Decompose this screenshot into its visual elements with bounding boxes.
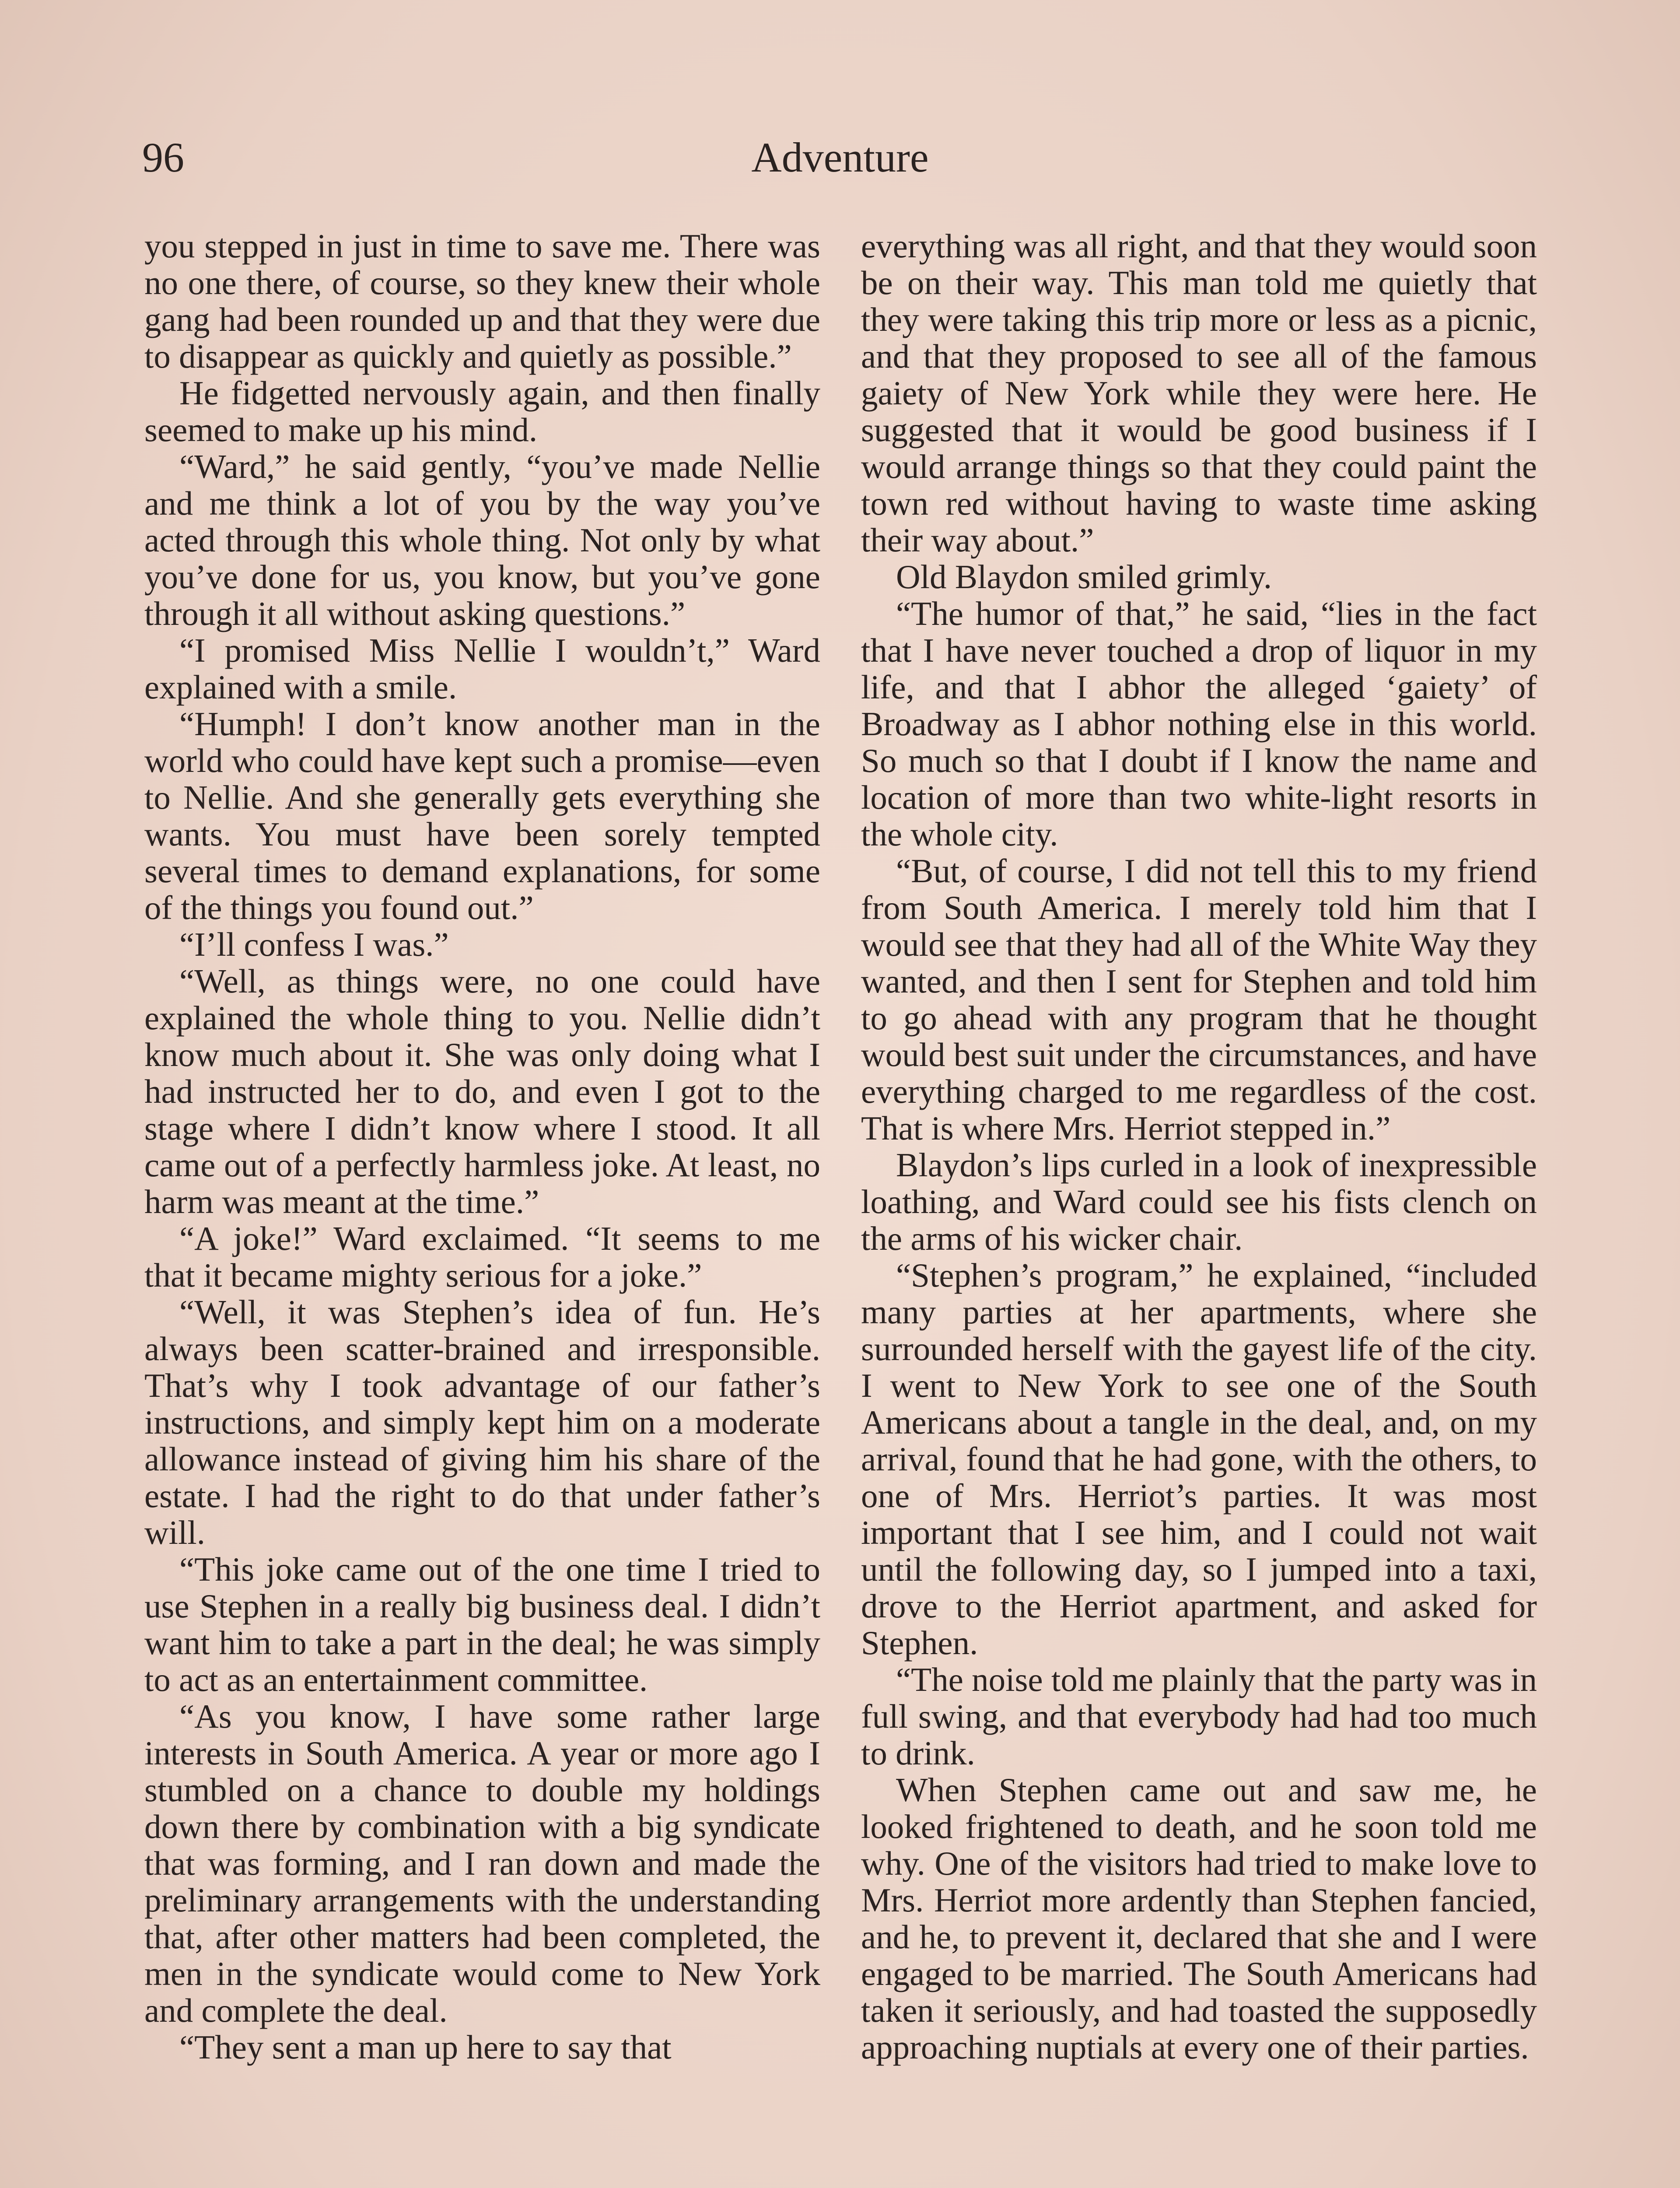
paragraph: “Stephen’s program,” he explained, “included many parties at her apartments, where she surrounded herself with the gayest life of the city. I went to New York to see one of the South Americans about a tangle in the deal, and, on my arrival, found that he had gone, with the others, to one of Mrs. Herriot’s parties. It was most important that I see him, and I could not wait until the following day, so I jumped into a taxi, drove to the Herriot apartment, and asked for Stephen. [861,1256,1537,1662]
page-header [0,133,1680,182]
paragraph: Blaydon’s lips curled in a look of inexpressible loathing, and Ward could see his fists clench on the arms of his wicker chair. [861,1146,1537,1257]
page-number: 96 [142,134,184,181]
paragraph: “This joke came out of the one time I tried to use Stephen in a really big business deal. I didn’t want him to take a part in the deal; he was simply to act as an entertainment committee. [144,1550,820,1698]
paragraph: “The humor of that,” he said, “lies in the fact that I have never touched a drop of liquor in my life, and that I abhor the alleged ‘gaiety’ of Broadway as I abhor nothing else in this world. So much so that I doubt if I know the name and location of more than two white-light resorts in the whole city. [861,595,1537,853]
paragraph: everything was all right, and that they would soon be on their way. This man told me quietly that they were taking this trip more or less as a picnic, and that they proposed to see all of the famous gaiety of New York while they were here. He suggested that it would be good business if I would arrange things so that they could paint the town red without having to waste time asking their way about.” [861,227,1537,559]
paragraph: “Well, it was Stephen’s idea of fun. He’s always been scatter-brained and irresponsible. That’s why I took advantage of our father’s instructions, and simply kept him on a moderate allowance instead of giving him his share of the estate. I had the right to do that under father’s will. [144,1293,820,1551]
paragraph: He fidgetted nervously again, and then finally seemed to make up his mind. [144,374,820,449]
paragraph: you stepped in just in time to save me. There was no one there, of course, so they knew their whole gang had been rounded up and that they were due to disappear as quickly and quietly as possible.” [144,227,820,375]
paragraph: “They sent a man up here to say that [179,2028,672,2066]
paragraph: Old Blaydon smiled grimly. [896,558,1272,596]
paragraph: “As you know, I have some rather large interests in South America. A year or more ago I stumbled on a chance to double my holdings down there by combination with a big syndicate that was forming, and I ran down and made the preliminary arrangements with the understanding that, after other matters had been completed, the men in the syndicate would come to New York and complete the deal. [144,1697,820,2029]
paragraph: “But, of course, I did not tell this to my friend from South America. I merely told him that I would see that they had all of the White Way they wanted, and then I sent for Stephen and told him to go ahead with any program that he thought would best suit under the circumstances, and have everything charged to me regardless of the cost. That is where Mrs. Herriot stepped in.” [861,852,1537,1147]
paragraph: When Stephen came out and saw me, he looked frightened to death, and he soon told me why. One of the visitors had tried to make love to Mrs. Herriot more ardently than Stephen fancied, and he, to prevent it, declared that she and I were engaged to be married. The South Americans had taken it seriously, and had toasted the supposedly approaching nuptials at every one of their parties. [861,1771,1537,2066]
paragraph: “I’ll confess I was.” [179,926,449,963]
paragraph: “Humph! I don’t know another man in the world who could have kept such a promise—even to Nellie. And she generally gets everything she wants. You must have been sorely tempted several times to demand explanations, for some of the things you found out.” [144,705,820,926]
paragraph: “A joke!” Ward exclaimed. “It seems to me that it became mighty serious for a joke.” [144,1220,820,1294]
paragraph: “Well, as things were, no one could have explained the whole thing to you. Nellie didn’t know much about it. She was only doing what I had instructed her to do, and even I got to the stage where I didn’t know where I stood. It all came out of a perfectly harmless joke. At least, no harm was meant at the time.” [144,962,820,1220]
paragraph: “I promised Miss Nellie I wouldn’t,” Ward explained with a smile. [144,631,820,706]
left-column [144,228,820,2065]
running-title: Adventure [751,134,929,181]
right-column [861,228,1537,2065]
paragraph: “The noise told me plainly that the party was in full swing, and that everybody had had too much to drink. [861,1661,1537,1772]
paragraph: “Ward,” he said gently, “you’ve made Nellie and me think a lot of you by the way you’ve acted through this whole thing. Not only by what you’ve done for us, you know, but you’ve gone through it all without asking questions.” [144,448,820,632]
